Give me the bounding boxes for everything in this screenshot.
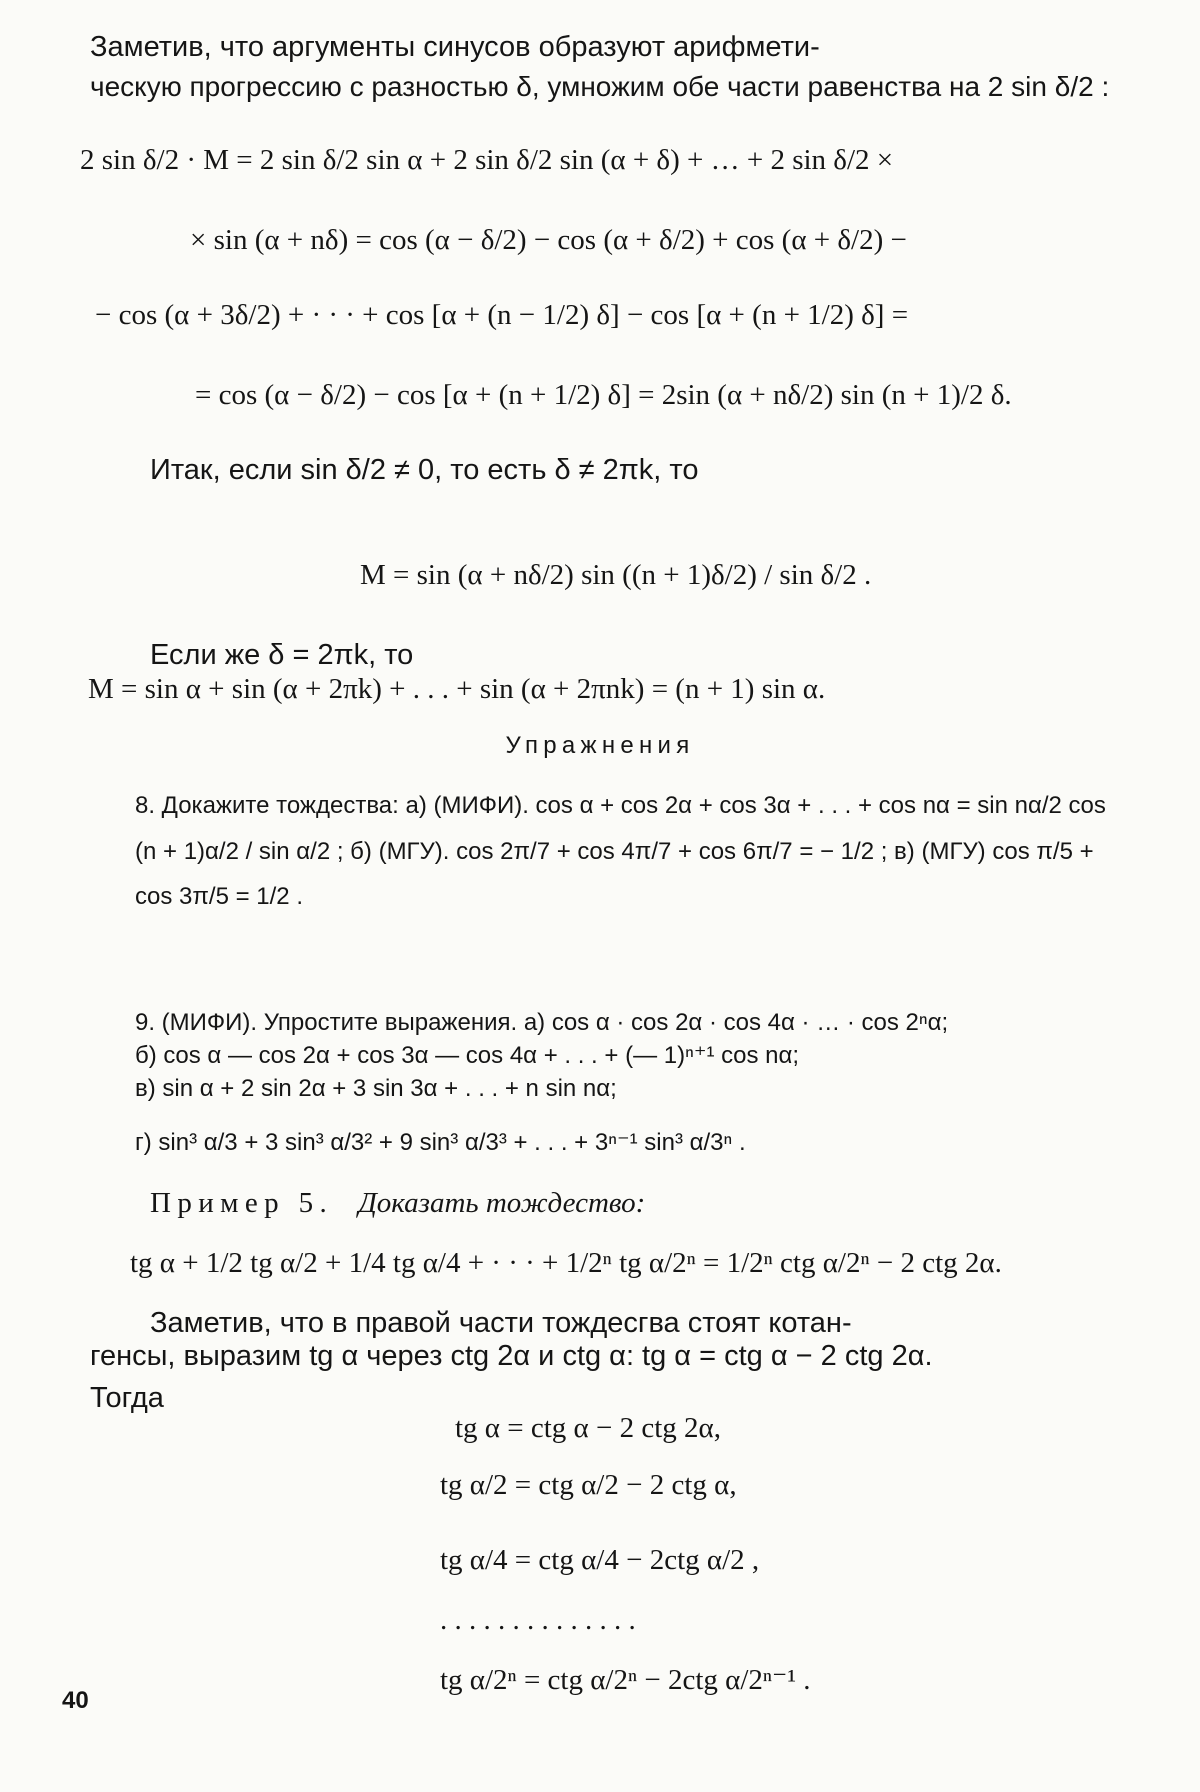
equation-line-3: − cos (α + 3δ/2) + · · · + cos [α + (n − 1/2) δ] − cos [α + (n + 1/2) δ] = — [95, 299, 909, 331]
conclusion-line-2: Если же δ = 2πk, то — [150, 639, 414, 671]
solution2-line-2: генсы, выразим tg α через ctg 2α и ctg α: tg α = ctg α − 2 ctg 2α. — [90, 1340, 933, 1372]
derivation-dots: . . . . . . . . . . . . . . — [440, 1604, 636, 1636]
conclusion-line-3: M = sin α + sin (α + 2πk) + . . . + sin (α + 2πnk) = (n + 1) sin α. — [88, 673, 826, 705]
example-5-header — [150, 1188, 645, 1220]
exercise-9d: г) sin³ α/3 + 3 sin³ α/3² + 9 sin³ α/3³ + . . . + 3ⁿ⁻¹ sin³ α/3ⁿ . — [135, 1129, 746, 1156]
solution2-then: Тогда — [90, 1382, 164, 1414]
exercise-9c: в) sin α + 2 sin 2α + 3 sin 3α + . . . + n sin nα; — [135, 1075, 617, 1102]
derivation-row-3: tg α/4 = ctg α/4 − 2ctg α/2 , — [440, 1544, 760, 1576]
example-5-task: Доказать тождество: — [358, 1187, 646, 1219]
example-5-label: Пример 5. — [150, 1187, 334, 1219]
exercise-8: 8. Докажите тождества: а) (МИФИ). cos α + cos 2α + cos 3α + . . . + cos nα = sin nα/2 cos (n + 1)α/2 / sin α/2 ; б) (МГУ). cos 2π/7 + cos 4π/7 + cos 6π/7 = − 1/2 ; в) (МГУ) cos π/5 + cos 3π/5 = 1/2 . — [135, 792, 1106, 911]
exercise-9b: б) cos α — cos 2α + cos 3α — cos 4α + . . . + (— 1)ⁿ⁺¹ cos nα; — [135, 1042, 800, 1069]
derivation-row-1: tg α = ctg α − 2 ctg 2α, — [455, 1412, 721, 1444]
equation-line-2: × sin (α + nδ) = cos (α − δ/2) − cos (α + δ/2) + cos (α + δ/2) − — [190, 224, 907, 256]
exercise-9: 9. (МИФИ). Упростите выражения. а) cos α · cos 2α · cos 4α · … · cos 2ⁿα; — [135, 1009, 949, 1036]
derivation-row-2: tg α/2 = ctg α/2 − 2 ctg α, — [440, 1469, 737, 1501]
solution-line-1: Заметив, что аргументы синусов образуют арифмети- — [90, 31, 820, 63]
solution-line-2: ческую прогрессию с разностью δ, умножим обе части равенства на 2 sin δ/2 : — [90, 72, 1110, 102]
equation-line-4: = cos (α − δ/2) − cos [α + (n + 1/2) δ] = 2sin (α + nδ/2) sin (n + 1)/2 δ. — [195, 379, 1012, 411]
derivation-row-last: tg α/2ⁿ = ctg α/2ⁿ − 2ctg α/2ⁿ⁻¹ . — [440, 1664, 811, 1696]
solution2-line-1: Заметив, что в правой части тождесгва стоят котан- — [150, 1307, 852, 1339]
page-number: 40 — [62, 1687, 89, 1714]
conclusion-line-1: Итак, если sin δ/2 ≠ 0, то есть δ ≠ 2πk, то — [150, 454, 699, 486]
exercises-heading: Упражнения — [505, 732, 695, 759]
example-5-identity: tg α + 1/2 tg α/2 + 1/4 tg α/4 + · · · + 1/2ⁿ tg α/2ⁿ = 1/2ⁿ ctg α/2ⁿ − 2 ctg 2α. — [130, 1247, 1002, 1279]
conclusion-formula: M = sin (α + nδ/2) sin ((n + 1)δ/2) / sin δ/2 . — [360, 559, 872, 591]
equation-line-1: 2 sin δ/2 · M = 2 sin δ/2 sin α + 2 sin δ/2 sin (α + δ) + … + 2 sin δ/2 × — [80, 144, 894, 176]
